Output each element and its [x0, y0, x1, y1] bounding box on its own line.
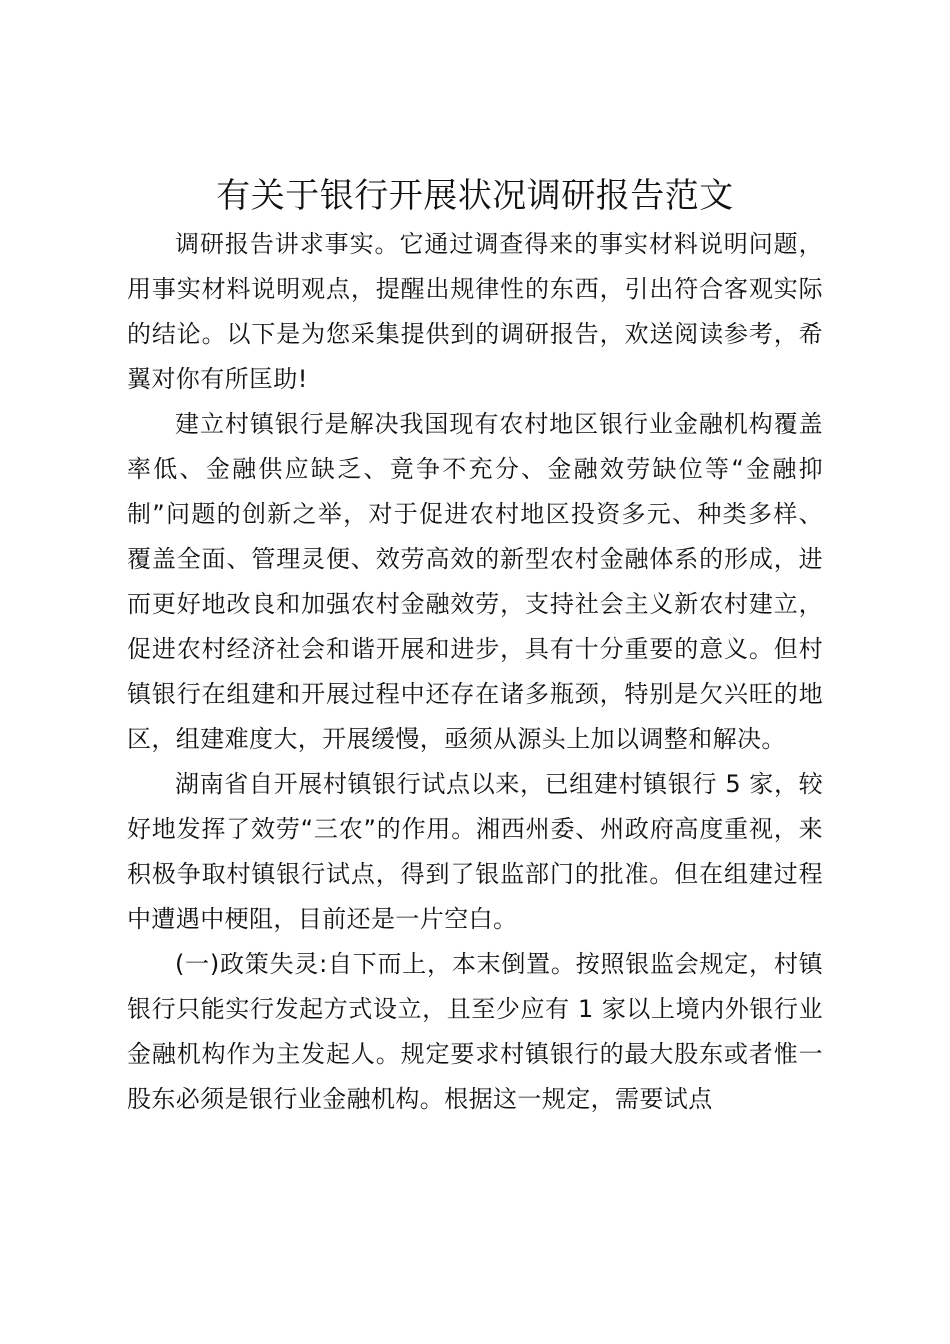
paragraph-policy-failure: (一)政策失灵:自下而上，本末倒置。按照银监会规定，村镇银行只能实行发起方式设立，且至少应有 1 家以上境内外银行业金融机构作为主发起人。规定要求村镇银行的最大股东或者惟一股东必须是银行业金融机构。根据这一规定，需要试点	[127, 950, 823, 1113]
document-title: 有关于银行开展状况调研报告范文	[216, 176, 734, 216]
paragraph-background: 建立村镇银行是解决我国现有农村地区银行业金融机构覆盖率低、金融供应缺乏、竟争不充分、金融效劳缺位等“金融抑制”问题的创新之举，对于促进农村地区投资多元、种类多样、覆盖全面、管理灵便、效劳高效的新型农村金融体系的形成，进而更好地改良和加强农村金融效劳，支持社会主义新农村建立，促进农村经济社会和谐开展和进步，具有十分重要的意义。但村镇银行在组建和开展过程中还存在诸多瓶颈，特别是欠兴旺的地区，组建难度大，开展缓慢，亟须从源头上加以调整和解决。	[127, 410, 823, 753]
document-body	[127, 222, 823, 1122]
paragraph-intro: 调研报告讲求事实。它通过调查得来的事实材料说明问题，用事实材料说明观点，提醒出规律性的东西，引出符合客观实际的结论。以下是为您采集提供到的调研报告，欢送阅读参考，希翼对你有所匡助!	[127, 230, 823, 393]
paragraph-hunan: 湖南省自开展村镇银行试点以来，已组建村镇银行 5 家，较好地发挥了效劳“三农”的作用。湘西州委、州政府高度重视，来积极争取村镇银行试点，得到了银监部门的批准。但在组建过程中遭遇中梗阻，目前还是一片空白。	[127, 770, 823, 933]
